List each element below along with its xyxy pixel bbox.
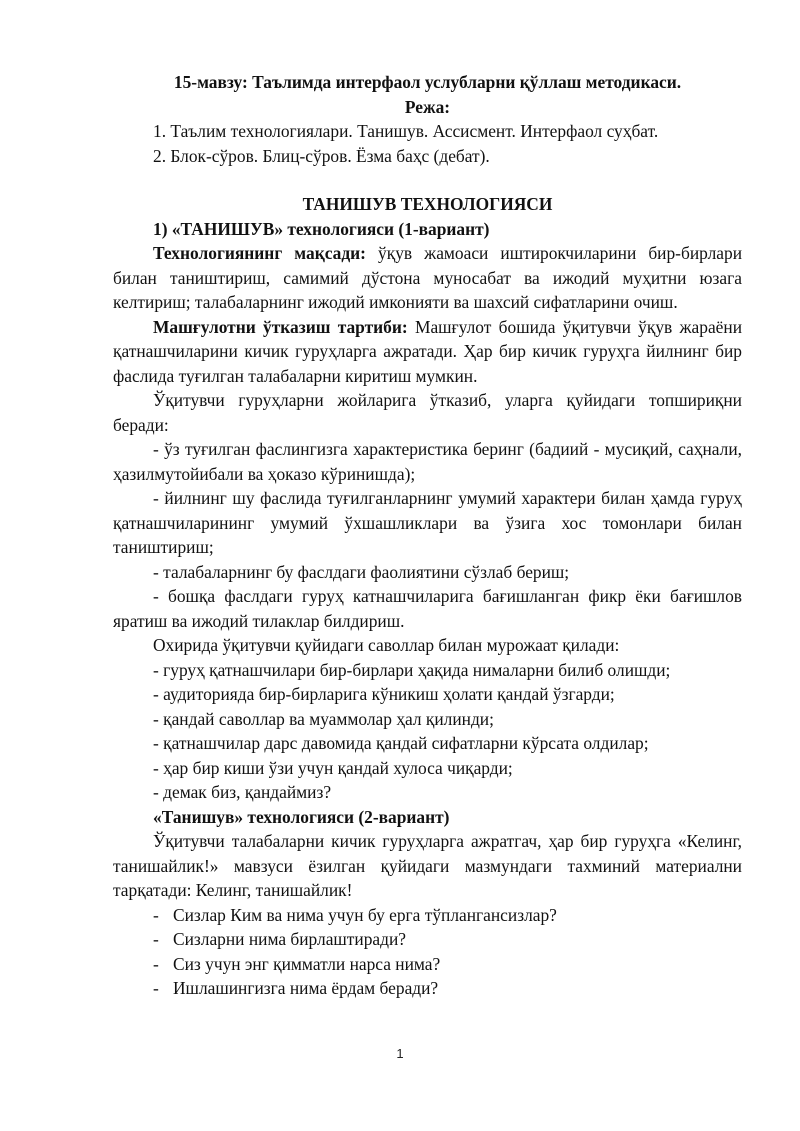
goal-text: ўқув жамоаси иштирокчиларини бир-бирлари билан таништириш, самимий дўстона муносабат ва ижодий муҳитни юзага келтириш; талабаларнинг ижодий имконияти ва шахсий сифатларини очиш.: [113, 243, 742, 312]
task-item: - бошқа фаслдаги гуруҳ катнашчиларига бағишланган фикр ёки бағишлов яратиш ва ижодий тилаклар билдириш.: [113, 586, 742, 631]
procedure-label: Машғулотни ўтказиш тартиби:: [153, 316, 408, 337]
document-page: [113, 70, 742, 1001]
question-item: - гуруҳ қатнашчилари бир-бирлари ҳақида нималарни билиб олишди;: [153, 659, 671, 680]
procedure-text: Машғулот бошида ўқитувчи ўқув жараёни қатнашчиларини кичик гуруҳларга ажратади. Ҳар бир кичик гуруҳга йилнинг бир фаслида туғилган талабаларни киритиш мумкин.: [113, 316, 742, 386]
dash-marker: -: [153, 904, 159, 925]
task-item: - йилнинг шу фаслида туғилганларнинг умумий характери билан ҳамда гуруҳ қатнашчиларининг умумий ўхшашликлари ва ўзига хос томонлари билан таништириш;: [113, 488, 742, 557]
question-item: - аудиторияда бир-бирларига кўникиш ҳолати қандай ўзгарди;: [153, 684, 615, 704]
variant2-heading: «Танишув» технологияси (2-вариант): [153, 806, 450, 827]
question-item: - демак биз, қандаймиз?: [153, 782, 332, 802]
plan-item: 1. Таълим технологиялари. Танишув. Ассисмент. Интерфаол суҳбат.: [153, 121, 659, 141]
task-intro: Ўқитувчи гуруҳларни жойларига ўтказиб, уларга қуйидаги топшириқни беради:: [113, 390, 742, 435]
goal-label: Технологиянинг мақсади:: [153, 243, 366, 263]
questions-intro: Охирида ўқитувчи қуйидаги саволлар билан мурожаат қилади:: [153, 635, 620, 655]
procedure-paragraph: [113, 315, 742, 389]
variant2-item: [113, 903, 742, 928]
dash-marker: -: [153, 953, 159, 974]
variant2-item-text: Сизлар Ким ва нима учун бу ерга тўплангансизлар?: [173, 904, 557, 925]
task-item: - талабаларнинг бу фаслдаги фаолиятини сўзлаб бериш;: [153, 561, 570, 582]
dash-marker: -: [153, 929, 159, 949]
dash-marker: -: [153, 978, 159, 998]
section-title: ТАНИШУВ ТЕХНОЛОГИЯСИ: [302, 194, 553, 214]
variant2-item: [113, 976, 742, 1001]
variant2-item: [113, 952, 742, 977]
task-item: - ўз туғилган фаслингизга характеристика беринг (бадиий - мусиқий, саҳнали, ҳазилмутойибали ва ҳоказо кўринишда);: [113, 439, 742, 484]
variant2-item-text: Ишлашингизга нима ёрдам беради?: [173, 978, 439, 998]
variant2-item: [113, 927, 742, 952]
plan-item: 2. Блок-сўров. Блиц-сўров. Ёзма баҳс (дебат).: [153, 145, 490, 166]
question-item: - қандай саволлар ва муаммолар ҳал қилинди;: [153, 708, 494, 729]
variant2-paragraph: Ўқитувчи талабаларни кичик гуруҳларга ажратгач, ҳар бир гуруҳга «Келинг, танишайлик!» мавзуси ёзилган қуйидаги мазмундаги тахминий материални тарқатади: Келинг, танишайлик!: [113, 831, 742, 900]
plan-heading: Режа:: [404, 96, 451, 117]
variant2-item-text: Сиз учун энг қимматли нарса нима?: [173, 953, 441, 974]
goal-paragraph: [113, 241, 742, 315]
variant1-heading: 1) «ТАНИШУВ» технологияси (1-вариант): [153, 218, 490, 239]
question-item: - қатнашчилар дарс давомида қандай сифатларни кўрсата олдилар;: [153, 733, 649, 753]
spacer: [113, 168, 742, 192]
question-item: - ҳар бир киши ўзи учун қандай хулоса чиқарди;: [153, 757, 513, 778]
variant2-item-text: Сизларни нима бирлаштиради?: [173, 929, 406, 949]
page-number: 1: [396, 1046, 404, 1061]
lesson-title: 15-мавзу: Таълимда интерфаол услубларни қўллаш методикаси.: [173, 72, 682, 92]
